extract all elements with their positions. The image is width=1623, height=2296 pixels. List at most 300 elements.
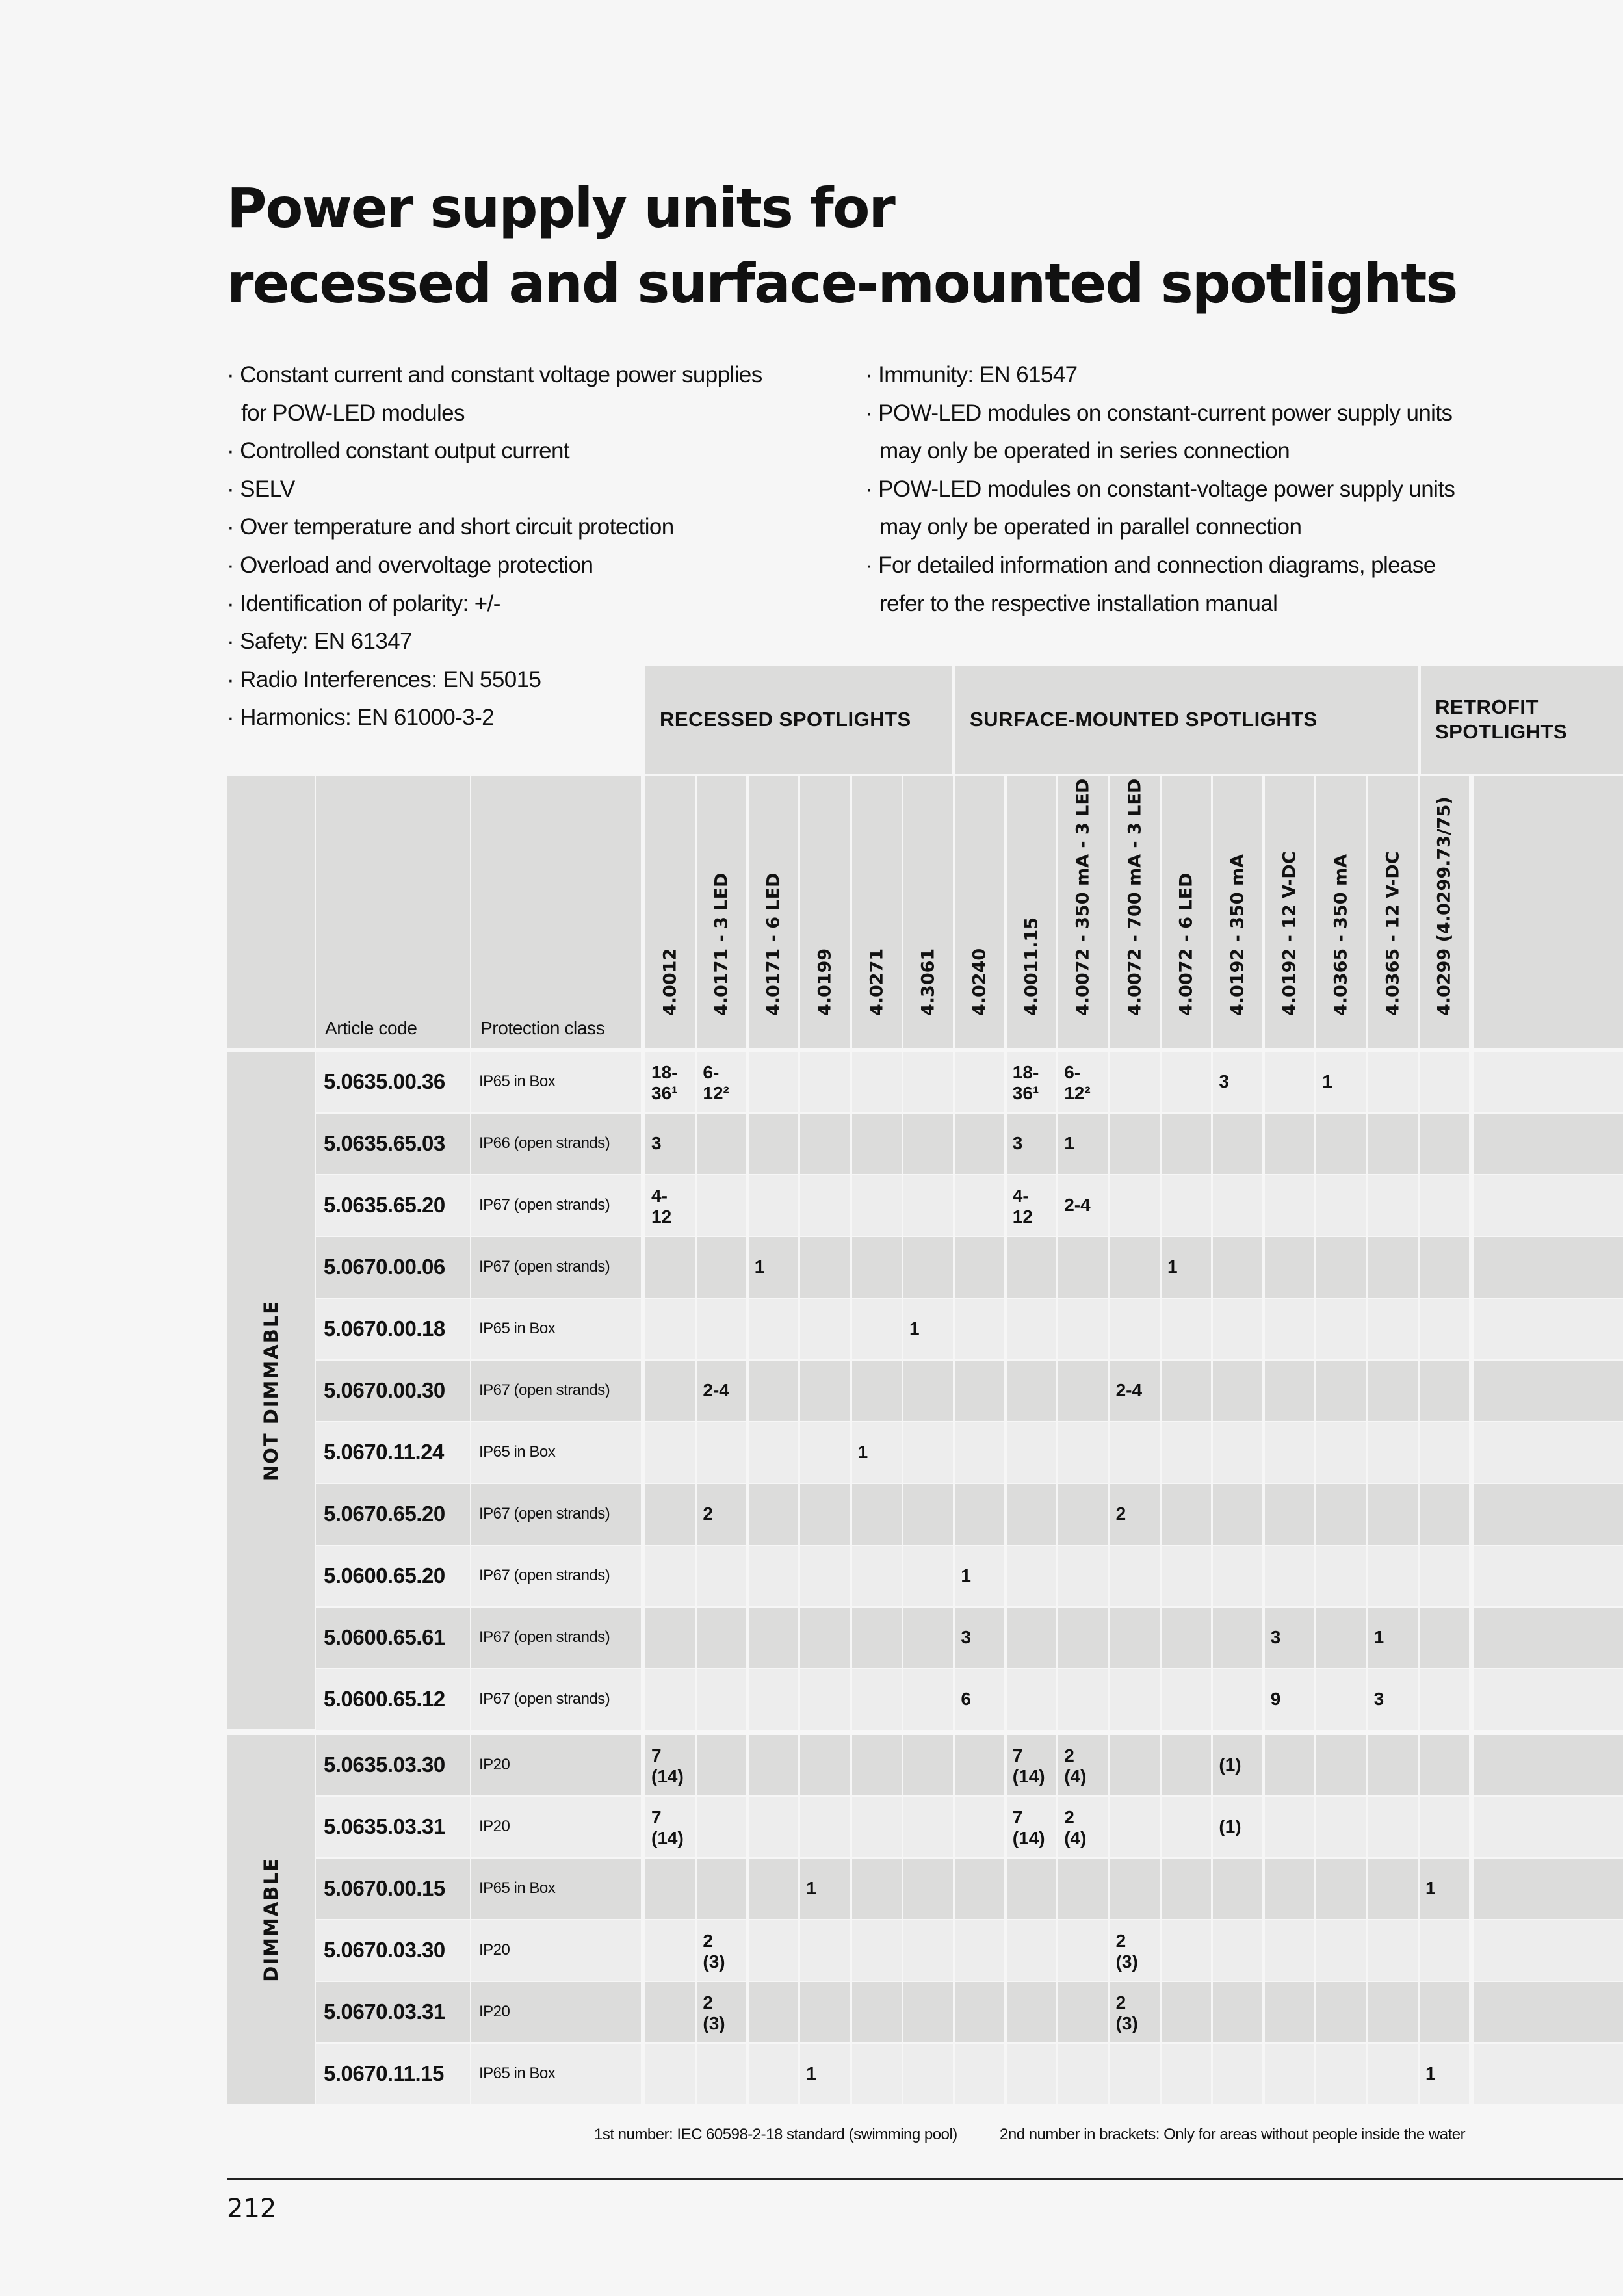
feature-list-right: [865, 356, 1580, 623]
quantity-cell: [1265, 1299, 1314, 1359]
quantity-cell: [645, 1361, 695, 1421]
quantity-cell: 7 (14): [1007, 1797, 1056, 1857]
section-label-cell: [227, 1735, 315, 2104]
quantity-cell: [800, 1608, 850, 1668]
protection-class-cell: IP66 (open strands): [471, 1114, 641, 1174]
quantity-cell: [852, 2044, 902, 2104]
article-code-cell: 5.0635.03.31: [316, 1797, 470, 1857]
quantity-cell: [1213, 1175, 1262, 1236]
quantity-cell: [749, 1299, 798, 1359]
quantity-cell: [645, 1920, 695, 1981]
quantity-cell: [800, 1735, 850, 1795]
quantity-cell: 3: [1265, 1608, 1314, 1668]
quantity-cell: [1316, 1422, 1366, 1483]
column-header-label: 4.0299 (4.0299.73/75): [1434, 796, 1455, 1016]
quantity-cell: [1420, 1237, 1469, 1298]
quantity-cell: [1110, 1735, 1160, 1795]
quantity-cell: [1316, 1484, 1366, 1545]
quantity-cell: 1: [955, 1546, 1004, 1606]
protection-class-cell: IP65 in Box: [471, 1299, 641, 1359]
quantity-cell: 1: [1162, 1237, 1211, 1298]
column-header-label: 4.0199: [814, 948, 835, 1016]
extra-cell: [1474, 1052, 1623, 1112]
quantity-cell: [1265, 1237, 1314, 1298]
quantity-cell: [1420, 1546, 1469, 1606]
quantity-cell: [697, 1299, 746, 1359]
quantity-cell: [1007, 1237, 1056, 1298]
quantity-cell: [1265, 2044, 1314, 2104]
article-code-cell: 5.0600.65.12: [316, 1669, 470, 1730]
quantity-cell: [1368, 1175, 1418, 1236]
quantity-cell: [1265, 1175, 1314, 1236]
quantity-cell: [1058, 2044, 1108, 2104]
protection-class-cell: IP67 (open strands): [471, 1361, 641, 1421]
footnote-second: 2nd number in brackets: Only for areas without people inside the water: [1000, 2126, 1466, 2143]
article-code-cell: 5.0670.11.24: [316, 1422, 470, 1483]
quantity-cell: 7 (14): [1007, 1735, 1056, 1795]
quantity-cell: [1265, 1859, 1314, 1919]
quantity-cell: [1213, 1114, 1262, 1174]
quantity-cell: 1: [903, 1299, 953, 1359]
quantity-cell: [645, 1237, 695, 1298]
quantity-cell: [1316, 1920, 1366, 1981]
quantity-cell: [1110, 2044, 1160, 2104]
quantity-cell: [1110, 1114, 1160, 1174]
column-header-label: 4.0171 - 6 LED: [763, 872, 784, 1016]
protection-class-header: [471, 776, 641, 1048]
quantity-cell: [749, 1982, 798, 2042]
quantity-cell: 3: [1007, 1114, 1056, 1174]
quantity-cell: [1420, 1797, 1469, 1857]
quantity-cell: [903, 1669, 953, 1730]
column-header-label: 4.0271: [866, 948, 887, 1016]
quantity-cell: [852, 1920, 902, 1981]
quantity-cell: [1368, 2044, 1418, 2104]
protection-class-cell: IP20: [471, 1920, 641, 1981]
quantity-cell: [1058, 1920, 1108, 1981]
column-header-label: 4.0192 - 12 V-DC: [1279, 851, 1300, 1016]
quantity-cell: [1420, 1052, 1469, 1112]
protection-class-cell: IP20: [471, 1982, 641, 2042]
quantity-cell: [1007, 1859, 1056, 1919]
quantity-cell: 1: [1058, 1114, 1108, 1174]
quantity-cell: [1007, 1920, 1056, 1981]
quantity-cell: [1420, 1114, 1469, 1174]
quantity-cell: [1316, 1669, 1366, 1730]
quantity-cell: [645, 1299, 695, 1359]
quantity-cell: [955, 1114, 1004, 1174]
quantity-cell: [645, 1669, 695, 1730]
quantity-cell: [800, 1052, 850, 1112]
quantity-cell: [1368, 1299, 1418, 1359]
quantity-cell: [1316, 1797, 1366, 1857]
quantity-cell: [955, 1361, 1004, 1421]
quantity-cell: 3: [1213, 1052, 1262, 1112]
quantity-cell: 6- 12²: [1058, 1052, 1108, 1112]
quantity-cell: [1007, 1361, 1056, 1421]
quantity-cell: [1316, 1982, 1366, 2042]
quantity-cell: [1058, 1484, 1108, 1545]
extra-cell: [1474, 1859, 1623, 1919]
quantity-cell: 2-4: [1110, 1361, 1160, 1421]
quantity-cell: [1420, 1669, 1469, 1730]
quantity-cell: [1316, 1237, 1366, 1298]
column-header-label: 4.0012: [660, 948, 681, 1016]
quantity-cell: [1316, 1175, 1366, 1236]
quantity-cell: [1316, 1608, 1366, 1668]
quantity-cell: [1110, 1797, 1160, 1857]
quantity-cell: [1265, 1114, 1314, 1174]
quantity-cell: [1162, 1175, 1211, 1236]
quantity-cell: [903, 1859, 953, 1919]
quantity-cell: [1316, 1114, 1366, 1174]
quantity-cell: [955, 1920, 1004, 1981]
article-code-cell: 5.0635.03.30: [316, 1735, 470, 1795]
quantity-cell: 1: [800, 2044, 850, 2104]
group-column-header: [227, 776, 315, 1048]
column-header: [1007, 776, 1056, 1048]
quantity-cell: [1420, 1422, 1469, 1483]
quantity-cell: [1213, 1422, 1262, 1483]
quantity-cell: 2 (3): [1110, 1982, 1160, 2042]
article-code-header: [316, 776, 470, 1048]
column-header: [1368, 776, 1418, 1048]
quantity-cell: (1): [1213, 1797, 1262, 1857]
quantity-cell: [1368, 1052, 1418, 1112]
quantity-cell: [1420, 1175, 1469, 1236]
quantity-cell: [1316, 2044, 1366, 2104]
quantity-cell: [749, 1608, 798, 1668]
quantity-cell: [1213, 1546, 1262, 1606]
quantity-cell: [1265, 1484, 1314, 1545]
extra-cell: [1474, 1920, 1623, 1981]
quantity-cell: [1420, 1982, 1469, 2042]
quantity-cell: [852, 1608, 902, 1668]
column-header: [1265, 776, 1314, 1048]
quantity-cell: [1110, 1859, 1160, 1919]
quantity-cell: [645, 1546, 695, 1606]
quantity-cell: [800, 1237, 850, 1298]
quantity-cell: [955, 1422, 1004, 1483]
quantity-cell: [1213, 1859, 1262, 1919]
feature-bullet: · Safety: EN 61347: [227, 629, 412, 655]
quantity-cell: [1368, 1484, 1418, 1545]
quantity-cell: [852, 1735, 902, 1795]
quantity-cell: [852, 1175, 902, 1236]
quantity-cell: 1: [1420, 1859, 1469, 1919]
article-code-cell: 5.0670.03.31: [316, 1982, 470, 2042]
quantity-cell: 7 (14): [645, 1797, 695, 1857]
quantity-cell: [1007, 2044, 1056, 2104]
quantity-cell: [1162, 1484, 1211, 1545]
quantity-cell: [903, 2044, 953, 2104]
quantity-cell: [749, 1735, 798, 1795]
extra-cell: [1474, 1175, 1623, 1236]
quantity-cell: [955, 1052, 1004, 1112]
quantity-cell: [1162, 1361, 1211, 1421]
quantity-cell: [800, 1920, 850, 1981]
quantity-cell: 1: [1368, 1608, 1418, 1668]
extra-cell: [1474, 1422, 1623, 1483]
column-header-label: 4.0365 - 12 V-DC: [1383, 851, 1403, 1016]
quantity-cell: [749, 1920, 798, 1981]
quantity-cell: 3: [955, 1608, 1004, 1668]
column-header: [1213, 776, 1262, 1048]
quantity-cell: [697, 1669, 746, 1730]
article-code-cell: 5.0635.00.36: [316, 1052, 470, 1112]
footnote-first: 1st number: IEC 60598-2-18 standard (swimming pool): [594, 2126, 957, 2143]
quantity-cell: [1368, 1114, 1418, 1174]
quantity-cell: [1265, 1052, 1314, 1112]
article-code-cell: 5.0670.00.30: [316, 1361, 470, 1421]
quantity-cell: [1110, 1422, 1160, 1483]
column-header-label: 4.0171 - 3 LED: [711, 872, 732, 1016]
quantity-cell: 4- 12: [1007, 1175, 1056, 1236]
quantity-cell: [1110, 1237, 1160, 1298]
protection-class-cell: IP67 (open strands): [471, 1237, 641, 1298]
quantity-cell: 7 (14): [645, 1735, 695, 1795]
extra-cell: [1474, 1237, 1623, 1298]
quantity-cell: [800, 1669, 850, 1730]
quantity-cell: [1007, 1669, 1056, 1730]
column-header-label: 4.0240: [969, 948, 990, 1016]
quantity-cell: [1058, 1299, 1108, 1359]
extra-cell: [1474, 1299, 1623, 1359]
quantity-cell: [800, 1175, 850, 1236]
quantity-cell: [749, 1546, 798, 1606]
article-code-cell: 5.0670.65.20: [316, 1484, 470, 1545]
quantity-cell: [1368, 1859, 1418, 1919]
quantity-cell: [1265, 1361, 1314, 1421]
quantity-cell: 3: [1368, 1669, 1418, 1730]
quantity-cell: [697, 1175, 746, 1236]
feature-bullet: · Harmonics: EN 61000-3-2: [227, 705, 494, 731]
quantity-cell: 6: [955, 1669, 1004, 1730]
quantity-cell: [1110, 1546, 1160, 1606]
quantity-cell: [955, 1859, 1004, 1919]
quantity-cell: [1265, 1546, 1314, 1606]
column-header-label: 4.0072 - 6 LED: [1176, 872, 1197, 1016]
article-code-cell: 5.0670.03.30: [316, 1920, 470, 1981]
quantity-cell: [1162, 1052, 1211, 1112]
article-code-cell: 5.0670.00.06: [316, 1237, 470, 1298]
article-code-cell: 5.0600.65.61: [316, 1608, 470, 1668]
feature-bullet: · POW-LED modules on constant-current power supply units may only be operated in series connection: [865, 400, 1453, 464]
quantity-cell: 2: [1110, 1484, 1160, 1545]
group-recessed-header: [645, 666, 952, 774]
feature-bullet: · Controlled constant output current: [227, 438, 570, 464]
quantity-cell: [852, 1114, 902, 1174]
extra-cell: [1474, 1608, 1623, 1668]
quantity-cell: 4- 12: [645, 1175, 695, 1236]
column-header-extra: [1474, 776, 1623, 1048]
quantity-cell: [955, 1237, 1004, 1298]
protection-class-cell: IP67 (open strands): [471, 1175, 641, 1236]
quantity-cell: [955, 1735, 1004, 1795]
section-label-cell: [227, 1052, 315, 1729]
feature-bullet: · POW-LED modules on constant-voltage power supply units may only be operated in parallel connection: [865, 476, 1455, 540]
quantity-cell: [1213, 1361, 1262, 1421]
group-surface-mounted-label: SURFACE-MOUNTED SPOTLIGHTS: [970, 708, 1318, 731]
quantity-cell: [1162, 1920, 1211, 1981]
page-title: [227, 170, 1457, 321]
quantity-cell: [697, 2044, 746, 2104]
column-header: [1162, 776, 1211, 1048]
extra-cell: [1474, 1735, 1623, 1795]
column-header: [903, 776, 953, 1048]
quantity-cell: 2-4: [697, 1361, 746, 1421]
quantity-cell: [800, 1484, 850, 1545]
quantity-cell: [645, 1422, 695, 1483]
title-line-1: Power supply units for: [227, 176, 894, 240]
quantity-cell: [903, 1237, 953, 1298]
quantity-cell: [800, 1299, 850, 1359]
quantity-cell: [903, 1546, 953, 1606]
quantity-cell: [1265, 1422, 1314, 1483]
quantity-cell: [1420, 1299, 1469, 1359]
quantity-cell: [697, 1546, 746, 1606]
feature-bullet: · Identification of polarity: +/-: [227, 590, 500, 616]
quantity-cell: [1058, 1859, 1108, 1919]
quantity-cell: [1368, 1920, 1418, 1981]
page-number: 212: [227, 2194, 277, 2224]
quantity-cell: [697, 1608, 746, 1668]
article-code-cell: 5.0670.00.15: [316, 1859, 470, 1919]
column-header-label: 4.0192 - 350 mA: [1227, 854, 1248, 1016]
quantity-cell: [1162, 2044, 1211, 2104]
quantity-cell: [852, 1859, 902, 1919]
feature-bullet: · Immunity: EN 61547: [865, 362, 1078, 387]
quantity-cell: [1162, 1797, 1211, 1857]
quantity-cell: 2-4: [1058, 1175, 1108, 1236]
quantity-cell: [1265, 1920, 1314, 1981]
quantity-cell: [1162, 1608, 1211, 1668]
protection-class-label: Protection class: [480, 1018, 605, 1038]
feature-bullet: · Constant current and constant voltage power supplies for POW-LED modules: [227, 362, 762, 426]
quantity-cell: [1162, 1422, 1211, 1483]
quantity-cell: 2 (3): [697, 1982, 746, 2042]
quantity-cell: [1162, 1114, 1211, 1174]
quantity-cell: 1: [1316, 1052, 1366, 1112]
section-label: NOT DIMMABLE: [259, 1299, 282, 1481]
quantity-cell: [1368, 1237, 1418, 1298]
quantity-cell: [1420, 1484, 1469, 1545]
quantity-cell: [749, 1114, 798, 1174]
quantity-cell: [800, 1114, 850, 1174]
quantity-cell: [1420, 1735, 1469, 1795]
quantity-cell: 18- 36¹: [1007, 1052, 1056, 1112]
column-header: [749, 776, 798, 1048]
footer-divider: [227, 2178, 1623, 2180]
quantity-cell: [903, 1484, 953, 1545]
extra-cell: [1474, 1361, 1623, 1421]
quantity-cell: [852, 1797, 902, 1857]
quantity-cell: [645, 2044, 695, 2104]
quantity-cell: [903, 1114, 953, 1174]
quantity-cell: [852, 1237, 902, 1298]
quantity-cell: (1): [1213, 1735, 1262, 1795]
quantity-cell: [903, 1361, 953, 1421]
quantity-cell: [645, 1608, 695, 1668]
quantity-cell: [749, 1052, 798, 1112]
quantity-cell: [749, 1422, 798, 1483]
quantity-cell: [800, 1361, 850, 1421]
quantity-cell: [1316, 1546, 1366, 1606]
quantity-cell: [1007, 1299, 1056, 1359]
quantity-cell: [1368, 1735, 1418, 1795]
title-line-2: recessed and surface-mounted spotlights: [227, 252, 1457, 315]
quantity-cell: [800, 1982, 850, 2042]
extra-cell: [1474, 2044, 1623, 2104]
quantity-cell: [1420, 1608, 1469, 1668]
extra-cell: [1474, 1982, 1623, 2042]
quantity-cell: [1265, 1735, 1314, 1795]
quantity-cell: [1213, 1982, 1262, 2042]
quantity-cell: [697, 1422, 746, 1483]
article-code-cell: 5.0600.65.20: [316, 1546, 470, 1606]
protection-class-cell: IP67 (open strands): [471, 1546, 641, 1606]
article-code-cell: 5.0635.65.20: [316, 1175, 470, 1236]
quantity-cell: [1162, 1299, 1211, 1359]
quantity-cell: [1316, 1859, 1366, 1919]
protection-class-cell: IP65 in Box: [471, 1859, 641, 1919]
quantity-cell: [1420, 1920, 1469, 1981]
quantity-cell: 2 (3): [1110, 1920, 1160, 1981]
quantity-cell: [1058, 1361, 1108, 1421]
quantity-cell: 3: [645, 1114, 695, 1174]
quantity-cell: [1007, 1982, 1056, 2042]
quantity-cell: [955, 1484, 1004, 1545]
quantity-cell: [800, 1546, 850, 1606]
quantity-cell: [1213, 2044, 1262, 2104]
quantity-cell: [697, 1114, 746, 1174]
protection-class-cell: IP20: [471, 1797, 641, 1857]
quantity-cell: [1058, 1608, 1108, 1668]
quantity-cell: [903, 1052, 953, 1112]
quantity-cell: 2 (4): [1058, 1797, 1108, 1857]
quantity-cell: 2: [697, 1484, 746, 1545]
feature-bullet: · Radio Interferences: EN 55015: [227, 666, 541, 692]
quantity-cell: [852, 1484, 902, 1545]
quantity-cell: [1162, 1546, 1211, 1606]
quantity-cell: [1162, 1982, 1211, 2042]
quantity-cell: 2 (3): [697, 1920, 746, 1981]
quantity-cell: [1110, 1175, 1160, 1236]
quantity-cell: [1058, 1669, 1108, 1730]
quantity-cell: 1: [852, 1422, 902, 1483]
quantity-cell: [1213, 1237, 1262, 1298]
quantity-cell: [1058, 1237, 1108, 1298]
quantity-cell: [852, 1299, 902, 1359]
extra-cell: [1474, 1114, 1623, 1174]
column-header: [852, 776, 902, 1048]
quantity-cell: [800, 1797, 850, 1857]
quantity-cell: [955, 2044, 1004, 2104]
group-retrofit-label: RETROFIT SPOTLIGHTS: [1435, 696, 1568, 743]
quantity-cell: 1: [1420, 2044, 1469, 2104]
column-header: [955, 776, 1004, 1048]
protection-class-cell: IP67 (open strands): [471, 1484, 641, 1545]
quantity-cell: [852, 1052, 902, 1112]
extra-cell: [1474, 1546, 1623, 1606]
quantity-cell: [1368, 1546, 1418, 1606]
quantity-cell: [1368, 1422, 1418, 1483]
quantity-cell: [1213, 1608, 1262, 1668]
quantity-cell: [903, 1735, 953, 1795]
extra-cell: [1474, 1669, 1623, 1730]
column-header: [1110, 776, 1160, 1048]
column-header-label: 4.0072 - 350 mA - 3 LED: [1072, 778, 1093, 1016]
